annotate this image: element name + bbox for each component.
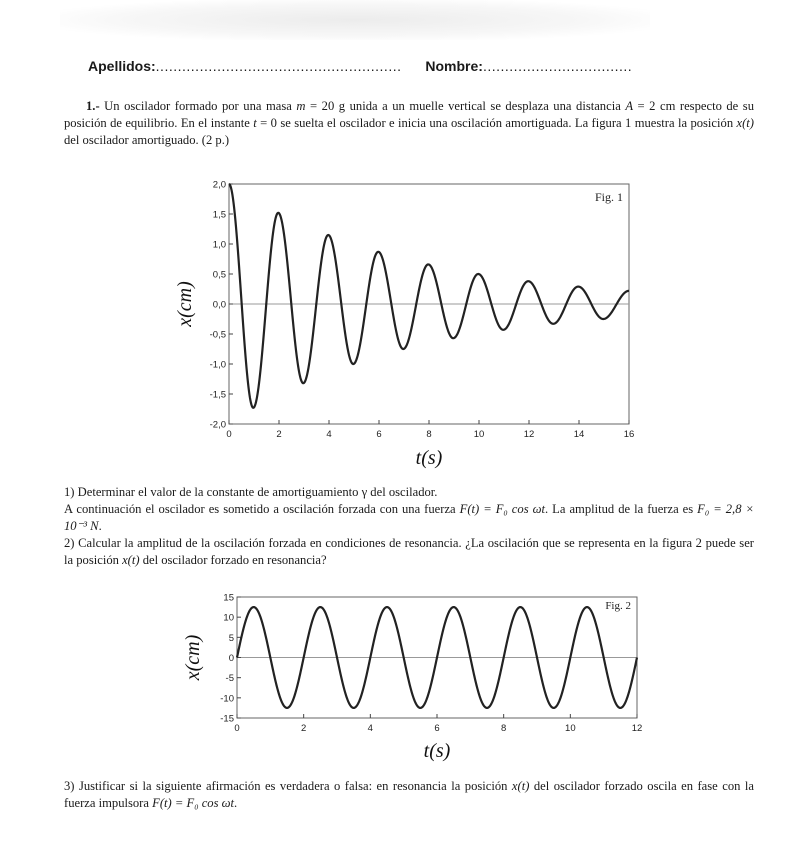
- y-tick-label: 5: [228, 632, 234, 644]
- q3-text-a: 3) Justificar si la siguiente afirmación es verdadera o falsa: en resonancia la posición: [64, 779, 512, 793]
- x-tick-label: 14: [573, 429, 585, 440]
- x-tick-label: 0: [226, 429, 232, 440]
- q2-position-symbol: x(t): [122, 553, 140, 567]
- y-tick-label: -10: [220, 693, 234, 705]
- problem-number: 1.-: [86, 99, 100, 113]
- q2-text-a: 2) Calcular la amplitud de la oscilación forzada en condiciones de resonancia. ¿La oscilación que se representa en la figura 2 puede ser la posición: [64, 536, 754, 567]
- intro-text-a: Un oscilador formado por una masa: [99, 99, 297, 113]
- forced-text-c: .: [98, 519, 102, 533]
- nombre-label: Nombre:: [425, 58, 483, 74]
- x-tick-label: 8: [501, 723, 507, 734]
- x-tick-label: 2: [301, 723, 307, 734]
- x-tick-label: 4: [326, 429, 332, 440]
- x-tick-label: 6: [434, 723, 440, 734]
- y-tick-label: -5: [225, 673, 234, 685]
- apellidos-blank: ........................................................: [155, 58, 402, 74]
- x-tick-label: 12: [523, 429, 535, 440]
- y-axis-label: x(cm): [174, 281, 196, 327]
- y-tick-label: 10: [223, 612, 234, 624]
- y-tick-label: -15: [220, 713, 234, 725]
- y-tick-label: 0,0: [212, 299, 226, 311]
- x-tick-label: 12: [631, 723, 643, 734]
- x-tick-label: 0: [234, 723, 240, 734]
- intro-text-e: del oscilador amortiguado. (2 p.): [64, 133, 230, 147]
- y-tick-label: 15: [223, 592, 234, 604]
- scan-shadow: [60, 0, 650, 40]
- y-tick-label: 0,5: [212, 269, 226, 281]
- y-tick-label: -1,0: [209, 359, 226, 371]
- intro-text-c: = 2 cm respecto de su posición de equilibrio. En el instante: [64, 99, 754, 130]
- force-expression: F(t) = F₀ cos ωt: [459, 502, 545, 516]
- x-tick-label: 4: [367, 723, 373, 734]
- y-tick-label: -2,0: [209, 419, 226, 431]
- questions-block: [64, 484, 754, 569]
- time-symbol: t: [253, 116, 257, 130]
- q3-position-symbol: x(t): [511, 779, 530, 793]
- y-tick-label: 2,0: [212, 179, 226, 191]
- figure-1-chart: [0, 172, 787, 477]
- question-1: 1) Determinar el valor de la constante de amortiguamiento γ del oscilador.: [64, 485, 438, 499]
- figure-label: Fig. 2: [605, 600, 631, 612]
- figure-2-chart: [0, 588, 787, 766]
- position-symbol: x(t): [736, 116, 754, 130]
- intro-text-b: = 20 g unida a un muelle vertical se desplaza una distancia: [305, 99, 626, 113]
- force-amplitude-expression: F₀ = 2,8 × 10⁻³ N: [64, 502, 754, 533]
- forced-text-b: . La amplitud de la fuerza es: [545, 502, 698, 516]
- problem-statement: [64, 98, 754, 149]
- forced-oscillation-text: [64, 501, 754, 535]
- x-tick-label: 10: [473, 429, 485, 440]
- q3-text-c: .: [234, 796, 238, 810]
- apellidos-label: Apellidos:: [88, 58, 156, 74]
- x-tick-label: 8: [426, 429, 432, 440]
- forced-text-a: A continuación el oscilador es sometido a oscilación forzada con una fuerza: [64, 502, 460, 516]
- x-tick-label: 10: [565, 723, 576, 734]
- mass-symbol: m: [296, 99, 306, 113]
- figure-2: [0, 588, 787, 766]
- figure-1: [0, 172, 787, 477]
- q3-text-b: del oscilador forzado oscila en fase con la fuerza impulsora: [64, 779, 754, 810]
- x-tick-label: 6: [376, 429, 382, 440]
- y-tick-label: 1,0: [212, 239, 226, 251]
- q3-force-expression: F(t) = F₀ cos ωt: [152, 796, 235, 810]
- question-3: [64, 778, 754, 812]
- x-tick-label: 2: [276, 429, 282, 440]
- y-axis-label: x(cm): [182, 634, 204, 681]
- y-tick-label: -0,5: [209, 329, 226, 341]
- y-tick-label: 1,5: [212, 209, 226, 221]
- x-axis-label: t(s): [415, 447, 443, 469]
- figure-label: Fig. 1: [594, 190, 623, 204]
- q2-text-b: del oscilador forzado en resonancia?: [139, 553, 327, 567]
- amplitude-symbol: A: [625, 99, 634, 113]
- x-tick-label: 16: [623, 429, 635, 440]
- y-tick-label: -1,5: [209, 389, 226, 401]
- y-tick-label: 0: [228, 653, 234, 664]
- x-axis-label: t(s): [423, 740, 451, 762]
- nombre-blank: ..................................: [482, 58, 633, 74]
- question-2: [64, 535, 754, 569]
- intro-text-d: = 0 se suelta el oscilador e inicia una oscilación amortiguada. La figura 1 muestra la posición: [256, 116, 737, 130]
- exam-header: [88, 58, 728, 74]
